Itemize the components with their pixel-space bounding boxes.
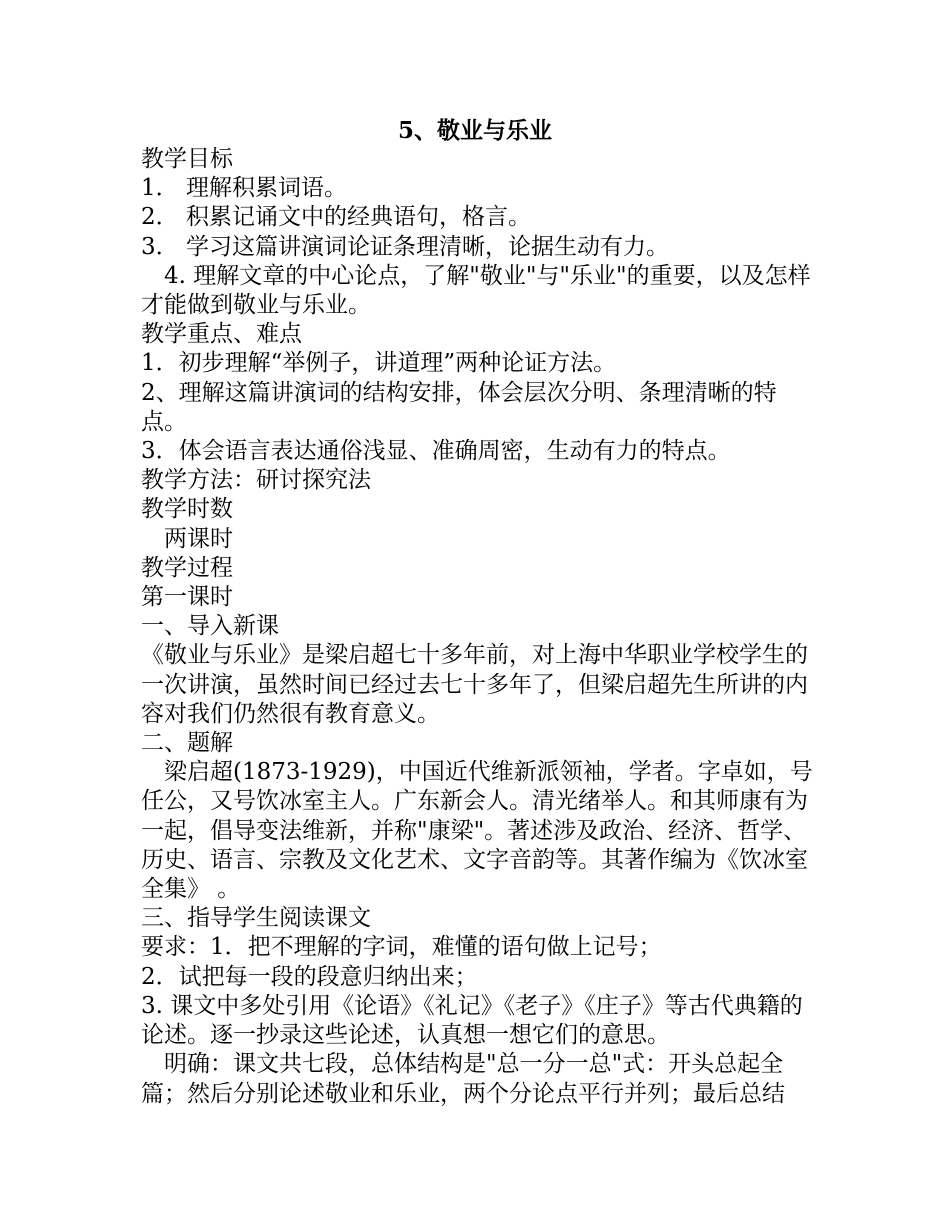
step-heading-title-explanation: 二、题解 [141,730,233,757]
document-title: 5、敬业与乐业 [397,117,552,144]
section-heading-objectives: 教学目标 [141,146,233,172]
lesson-heading: 第一课时 [141,584,233,611]
objective-item: 2． 积累记诵文中的经典语句，格言。 [141,204,531,231]
key-point-item: 1．初步理解“举例子，讲道理”两种论证方法。 [141,350,617,377]
section-heading-process: 教学过程 [141,554,233,581]
key-point-item: 2、理解这篇讲演词的结构安排，体会层次分明、条理清晰的特点。 [141,379,777,435]
requirement-item: 2．试把每一段的段意归纳出来； [141,963,478,990]
key-point-item: 3．体会语言表达通俗浅显、准确周密，生动有力的特点。 [141,438,731,465]
teaching-method: 教学方法：研讨探究法 [141,467,371,494]
requirement-item: 要求：1．把不理解的字词，难懂的语句做上记号； [141,934,662,961]
objective-item: 1． 理解积累词语。 [141,175,347,202]
objective-item: 4. 理解文章的中心论点，了解"敬业"与"乐业"的重要，以及怎样才能做到敬业与乐业。 [141,262,811,319]
section-heading-key-points: 教学重点、难点 [141,321,302,348]
step-heading-intro: 一、导入新课 [141,613,279,640]
section-heading-hours: 教学时数 [141,496,233,523]
requirement-item: 3. 课文中多处引用《论语》《礼记》《老子》《庄子》等古代典籍的论述。逐一抄录这些论述，认真想一想它们的意思。 [141,992,803,1049]
objective-item: 3． 学习这篇讲演词论证条理清晰，论据生动有力。 [141,233,669,260]
clarification-paragraph: 明确：课文共七段，总体结构是"总一分一总"式：开头总起全篇；然后分别论述敬业和乐业，两个分论点平行并列；最后总结 [141,1051,785,1107]
teaching-hours-value: 两课时 [164,525,233,552]
step-heading-reading: 三、指导学生阅读课文 [141,905,371,932]
document-body [141,145,816,1109]
intro-paragraph: 《敬业与乐业》是梁启超七十多年前，对上海中华职业学校学生的一次讲演，虽然时间已经过去七十多年了，但梁启超先生所讲的内容对我们仍然很有教育意义。 [141,642,808,727]
author-paragraph: 梁启超(1873-1929)，中国近代维新派领袖，学者。字卓如，号任公，又号饮冰室主人。广东新会人。清光绪举人。和其师康有为一起，倡导变法维新，并称"康梁"。著述涉及政治、经济、哲学、历史、语言、宗教及文化艺术、文字音韵等。其著作编为《饮冰室全集》 。 [141,759,813,903]
